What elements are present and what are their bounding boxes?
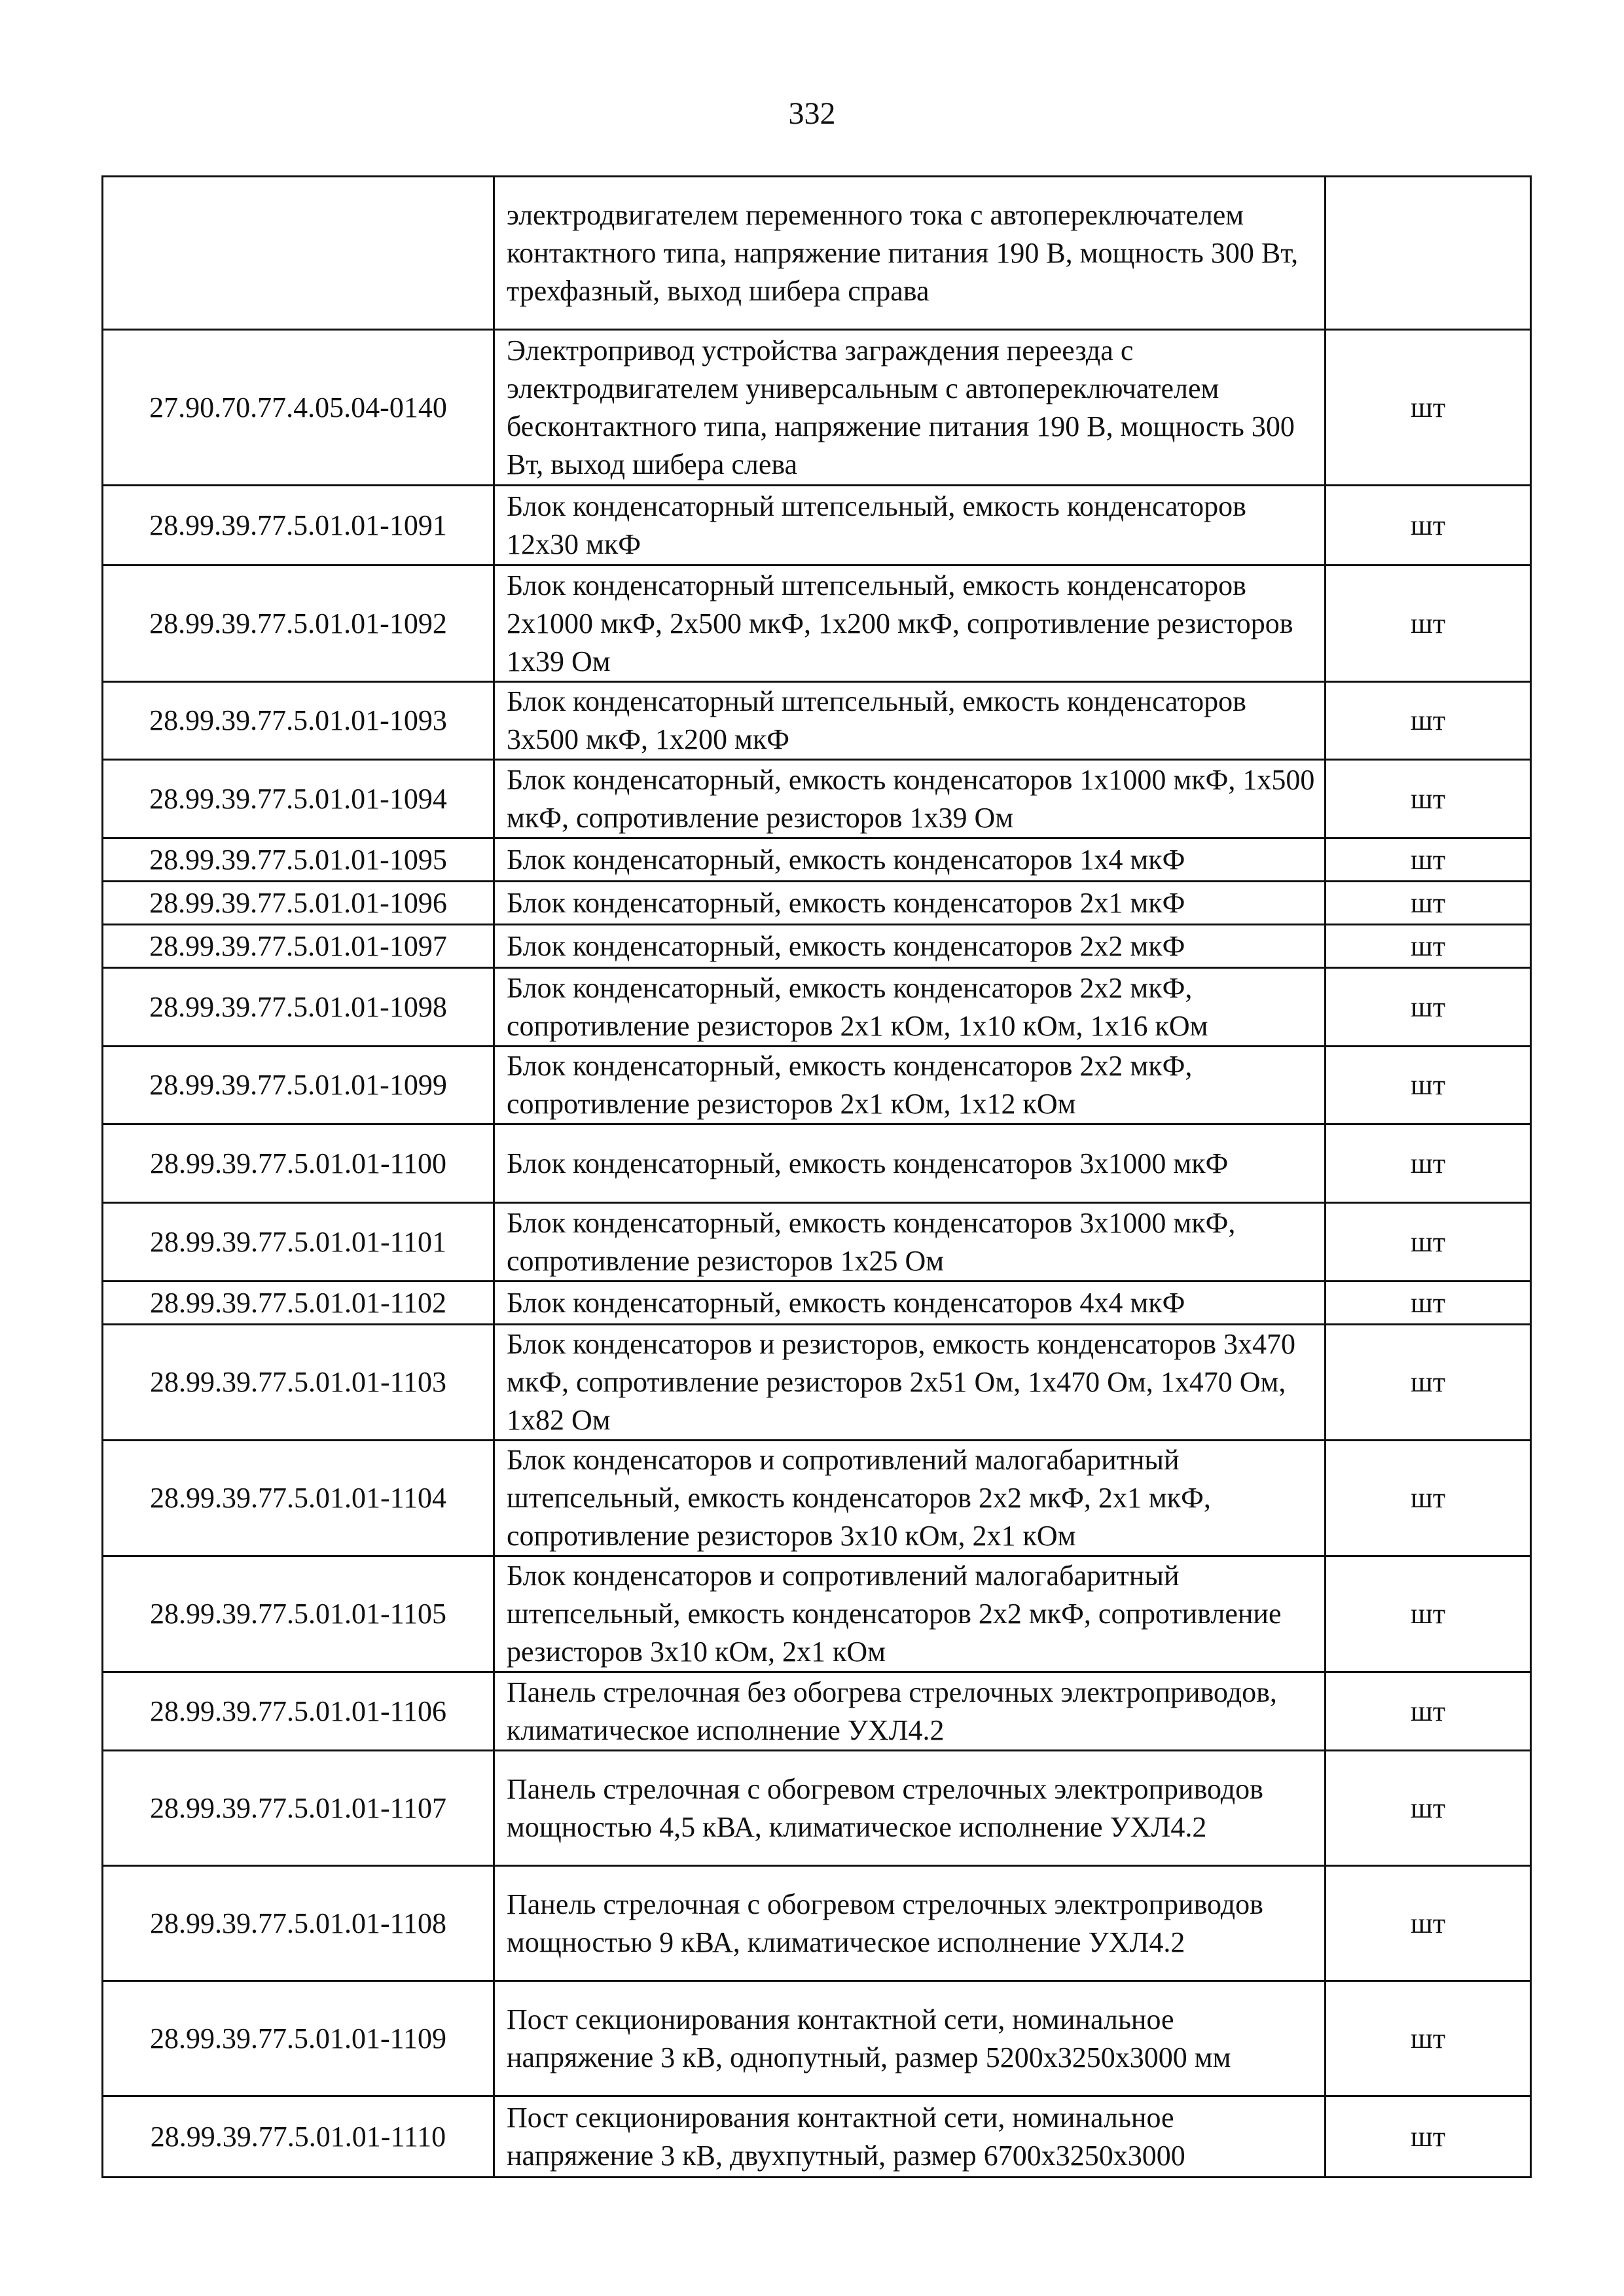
row-unit: шт: [1326, 2096, 1531, 2178]
row-unit: шт: [1326, 1672, 1531, 1751]
table-row: [103, 2096, 1531, 2178]
row-code: 28.99.39.77.5.01.01-1100: [103, 1124, 494, 1203]
table-row: [103, 1047, 1531, 1124]
page-number: 332: [788, 96, 836, 131]
row-code: 28.99.39.77.5.01.01-1109: [103, 1981, 494, 2096]
row-description: Панель стрелочная без обогрева стрелочных электроприводов, климатическое исполнение УХЛ4.2: [494, 1672, 1326, 1751]
row-unit: шт: [1326, 882, 1531, 925]
table-row: [103, 682, 1531, 760]
row-unit: шт: [1326, 486, 1531, 565]
row-description: Блок конденсаторный, емкость конденсаторов 2х2 мкФ, сопротивление резисторов 2х1 кОм, 1х10 кОм, 1х16 кОм: [494, 968, 1326, 1047]
table-row: [103, 1325, 1531, 1441]
row-code: 28.99.39.77.5.01.01-1101: [103, 1203, 494, 1282]
row-description: Блок конденсаторный, емкость конденсаторов 1х1000 мкФ, 1х500 мкФ, сопротивление резисторов 1х39 Ом: [494, 760, 1326, 838]
row-unit: шт: [1326, 968, 1531, 1047]
materials-table: [101, 175, 1532, 2178]
table-row: [103, 925, 1531, 968]
row-code: 28.99.39.77.5.01.01-1095: [103, 838, 494, 882]
table-row: [103, 1866, 1531, 1981]
row-code: 28.99.39.77.5.01.01-1098: [103, 968, 494, 1047]
row-unit: шт: [1326, 1981, 1531, 2096]
row-code: 28.99.39.77.5.01.01-1107: [103, 1751, 494, 1866]
row-code: 28.99.39.77.5.01.01-1094: [103, 760, 494, 838]
row-code: 28.99.39.77.5.01.01-1108: [103, 1866, 494, 1981]
table-row: [103, 882, 1531, 925]
table-row: [103, 177, 1531, 330]
row-description: Панель стрелочная с обогревом стрелочных электроприводов мощностью 9 кВА, климатическое исполнение УХЛ4.2: [494, 1866, 1326, 1981]
table-row: [103, 1751, 1531, 1866]
row-description: Блок конденсаторов и сопротивлений малогабаритный штепсельный, емкость конденсаторов 2х2 мкФ, 2х1 мкФ, сопротивление резисторов 3х10 кОм, 2х1 кОм: [494, 1441, 1326, 1556]
row-unit: шт: [1326, 1751, 1531, 1866]
row-unit: шт: [1326, 330, 1531, 486]
row-description: Блок конденсаторов и резисторов, емкость конденсаторов 3х470 мкФ, сопротивление резисторов 2х51 Ом, 1х470 Ом, 1х470 Ом, 1х82 Ом: [494, 1325, 1326, 1441]
row-code: 28.99.39.77.5.01.01-1096: [103, 882, 494, 925]
table-row: [103, 1124, 1531, 1203]
row-unit: шт: [1326, 682, 1531, 760]
row-description: электродвигателем переменного тока с автопереключателем контактного типа, напряжение питания 190 В, мощность 300 Вт, трехфазный, выход шибера справа: [494, 177, 1326, 330]
row-code: 28.99.39.77.5.01.01-1110: [103, 2096, 494, 2178]
row-code: 28.99.39.77.5.01.01-1106: [103, 1672, 494, 1751]
row-description: Пост секционирования контактной сети, номинальное напряжение 3 кВ, двухпутный, размер 6700х3250х3000: [494, 2096, 1326, 2178]
row-code: 28.99.39.77.5.01.01-1104: [103, 1441, 494, 1556]
row-code: 28.99.39.77.5.01.01-1097: [103, 925, 494, 968]
table-row: [103, 1981, 1531, 2096]
row-unit: шт: [1326, 1047, 1531, 1124]
row-unit: шт: [1326, 1203, 1531, 1282]
row-unit: шт: [1326, 1866, 1531, 1981]
table-row: [103, 1672, 1531, 1751]
row-description: Электропривод устройства заграждения переезда с электродвигателем универсальным с автопереключателем бесконтактного типа, напряжение питания 190 В, мощность 300 Вт, выход шибера слева: [494, 330, 1326, 486]
row-unit: шт: [1326, 1282, 1531, 1325]
table-row: [103, 330, 1531, 486]
row-code: 28.99.39.77.5.01.01-1093: [103, 682, 494, 760]
row-description: Блок конденсаторный, емкость конденсаторов 3х1000 мкФ: [494, 1124, 1326, 1203]
row-unit: шт: [1326, 1556, 1531, 1672]
table-row: [103, 760, 1531, 838]
table-row: [103, 1556, 1531, 1672]
row-code: [103, 177, 494, 330]
row-code: 28.99.39.77.5.01.01-1105: [103, 1556, 494, 1672]
row-code: 28.99.39.77.5.01.01-1102: [103, 1282, 494, 1325]
row-description: Блок конденсаторный, емкость конденсаторов 2х2 мкФ: [494, 925, 1326, 968]
row-unit: шт: [1326, 1325, 1531, 1441]
row-description: Блок конденсаторный, емкость конденсаторов 3х1000 мкФ, сопротивление резисторов 1х25 Ом: [494, 1203, 1326, 1282]
row-unit: шт: [1326, 1124, 1531, 1203]
row-code: 28.99.39.77.5.01.01-1099: [103, 1047, 494, 1124]
row-description: Блок конденсаторный, емкость конденсаторов 2х1 мкФ: [494, 882, 1326, 925]
table-row: [103, 1441, 1531, 1556]
row-code: 28.99.39.77.5.01.01-1091: [103, 486, 494, 565]
table-row: [103, 565, 1531, 682]
row-description: Блок конденсаторный штепсельный, емкость конденсаторов 12х30 мкФ: [494, 486, 1326, 565]
row-unit: [1326, 177, 1531, 330]
table-row: [103, 968, 1531, 1047]
row-unit: шт: [1326, 838, 1531, 882]
row-code: 27.90.70.77.4.05.04-0140: [103, 330, 494, 486]
table-row: [103, 1203, 1531, 1282]
row-description: Блок конденсаторов и сопротивлений малогабаритный штепсельный, емкость конденсаторов 2х2 мкФ, сопротивление резисторов 3х10 кОм, 2х1 кОм: [494, 1556, 1326, 1672]
row-code: 28.99.39.77.5.01.01-1092: [103, 565, 494, 682]
table-row: [103, 1282, 1531, 1325]
row-unit: шт: [1326, 565, 1531, 682]
table-row: [103, 486, 1531, 565]
row-code: 28.99.39.77.5.01.01-1103: [103, 1325, 494, 1441]
row-description: Блок конденсаторный штепсельный, емкость конденсаторов 2х1000 мкФ, 2х500 мкФ, 1х200 мкФ, сопротивление резисторов 1х39 Ом: [494, 565, 1326, 682]
row-description: Пост секционирования контактной сети, номинальное напряжение 3 кВ, однопутный, размер 5200х3250х3000 мм: [494, 1981, 1326, 2096]
row-description: Блок конденсаторный, емкость конденсаторов 4х4 мкФ: [494, 1282, 1326, 1325]
row-unit: шт: [1326, 1441, 1531, 1556]
row-description: Блок конденсаторный, емкость конденсаторов 2х2 мкФ, сопротивление резисторов 2х1 кОм, 1х12 кОм: [494, 1047, 1326, 1124]
row-description: Блок конденсаторный штепсельный, емкость конденсаторов 3х500 мкФ, 1х200 мкФ: [494, 682, 1326, 760]
row-unit: шт: [1326, 925, 1531, 968]
table-body: [103, 177, 1531, 2178]
row-unit: шт: [1326, 760, 1531, 838]
row-description: Панель стрелочная с обогревом стрелочных электроприводов мощностью 4,5 кВА, климатическое исполнение УХЛ4.2: [494, 1751, 1326, 1866]
table-row: [103, 838, 1531, 882]
row-description: Блок конденсаторный, емкость конденсаторов 1х4 мкФ: [494, 838, 1326, 882]
